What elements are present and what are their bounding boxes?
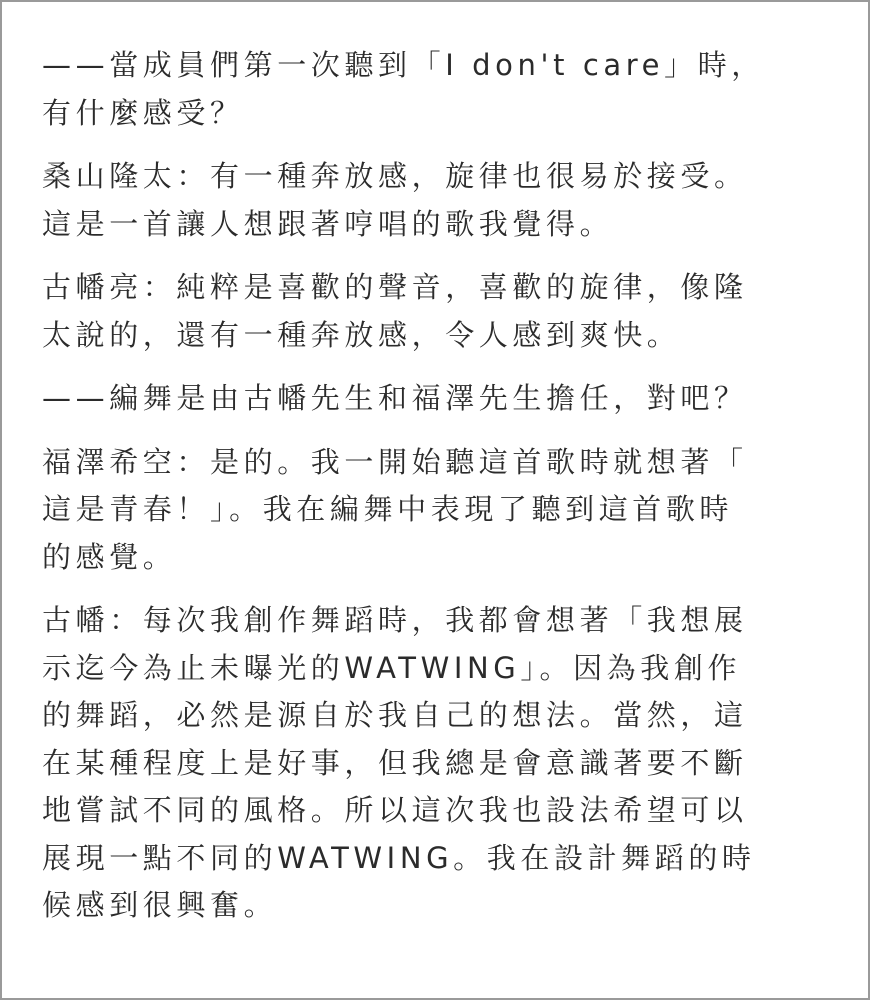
text-line: ——當成員們第一次聽到「I don't care」時，	[42, 48, 765, 82]
text-line: 展現一點不同的WATWING。我在設計舞蹈的時	[42, 840, 756, 875]
text-line: 太說的，還有一種奔放感，令人感到爽快。	[42, 317, 681, 352]
text-line: ——編舞是由古幡先生和福澤先生擔任，對吧？	[42, 381, 748, 415]
text-line: 有什麼感受？	[42, 95, 244, 130]
text-line: 福澤希空：是的。我一開始聽這首歌時就想著「	[42, 444, 748, 479]
text-line: 的感覺。	[42, 539, 177, 574]
text-line: 桑山隆太：有一種奔放感，旋律也很易於接受。	[42, 159, 748, 193]
text-line: 地嘗試不同的風格。所以這次我也設法希望可以	[42, 793, 748, 827]
answer-furuhata-ryo	[42, 264, 842, 359]
answer-furuhata	[42, 597, 842, 930]
text-line: 古幡亮：純粹是喜歡的聲音，喜歡的旋律，像隆	[42, 270, 748, 304]
text-line: 候感到很興奮。	[42, 888, 278, 922]
text-line: 這是一首讓人想跟著哼唱的歌我覺得。	[42, 206, 614, 241]
interview-question-2	[42, 375, 842, 423]
article-body	[42, 42, 842, 946]
text-line: 古幡：每次我創作舞蹈時，我都會想著「我想展	[42, 603, 748, 637]
text-line: 這是青春！」。我在編舞中表現了聽到這首歌時	[42, 492, 734, 526]
answer-kuwayama-ryuta	[42, 153, 842, 248]
text-line: 示迄今為止未曝光的WATWING」。因為我創作	[42, 650, 742, 685]
interview-question-1	[42, 42, 842, 137]
text-line: 的舞蹈，必然是源自於我自己的想法。當然，這	[42, 698, 748, 732]
text-line: 在某種程度上是好事，但我總是會意識著要不斷	[42, 745, 748, 780]
answer-fukuzawa-noa	[42, 439, 842, 582]
